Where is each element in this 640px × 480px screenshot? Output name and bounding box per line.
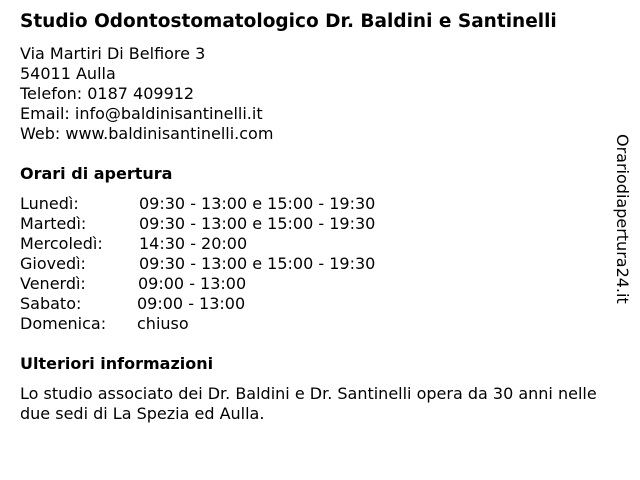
day-label: Martedì: — [20, 214, 87, 233]
site-watermark: Orariodiapertura24.it — [613, 134, 632, 304]
email-line: Email: info@baldinisantinelli.it — [20, 104, 263, 123]
time-value: 09:30 - 13:00 e 15:00 - 19:30 — [139, 194, 376, 213]
business-name: Studio Odontostomatologico Dr. Baldini e Santinelli — [20, 11, 557, 32]
address-city: 54011 Aulla — [20, 64, 116, 83]
day-label: Lunedì: — [20, 194, 79, 213]
web-line: Web: www.baldinisantinelli.com — [20, 124, 274, 143]
more-info-text: Lo studio associato dei Dr. Baldini e Dr. Santinelli opera da 30 anni nelle due sedi di La Spezia ed Aulla. — [20, 384, 597, 423]
time-value: chiuso — [137, 314, 189, 333]
time-value: 09:30 - 13:00 e 15:00 - 19:30 — [139, 214, 376, 233]
more-info-heading: Ulteriori informazioni — [20, 354, 214, 373]
day-label: Venerdì: — [20, 274, 86, 293]
day-label: Domenica: — [20, 314, 107, 333]
address-street: Via Martiri Di Belfiore 3 — [20, 44, 206, 63]
time-value: 09:00 - 13:00 — [138, 274, 247, 293]
time-value: 09:00 - 13:00 — [137, 294, 246, 313]
day-label: Giovedì: — [20, 254, 86, 273]
phone-line: Telefon: 0187 409912 — [20, 84, 195, 103]
day-label: Mercoledì: — [20, 234, 103, 253]
contact-block — [20, 44, 273, 144]
opening-hours-heading: Orari di apertura — [20, 164, 173, 183]
time-value: 09:30 - 13:00 e 15:00 - 19:30 — [139, 254, 376, 273]
day-label: Sabato: — [20, 294, 82, 313]
time-value: 14:30 - 20:00 — [139, 234, 248, 253]
